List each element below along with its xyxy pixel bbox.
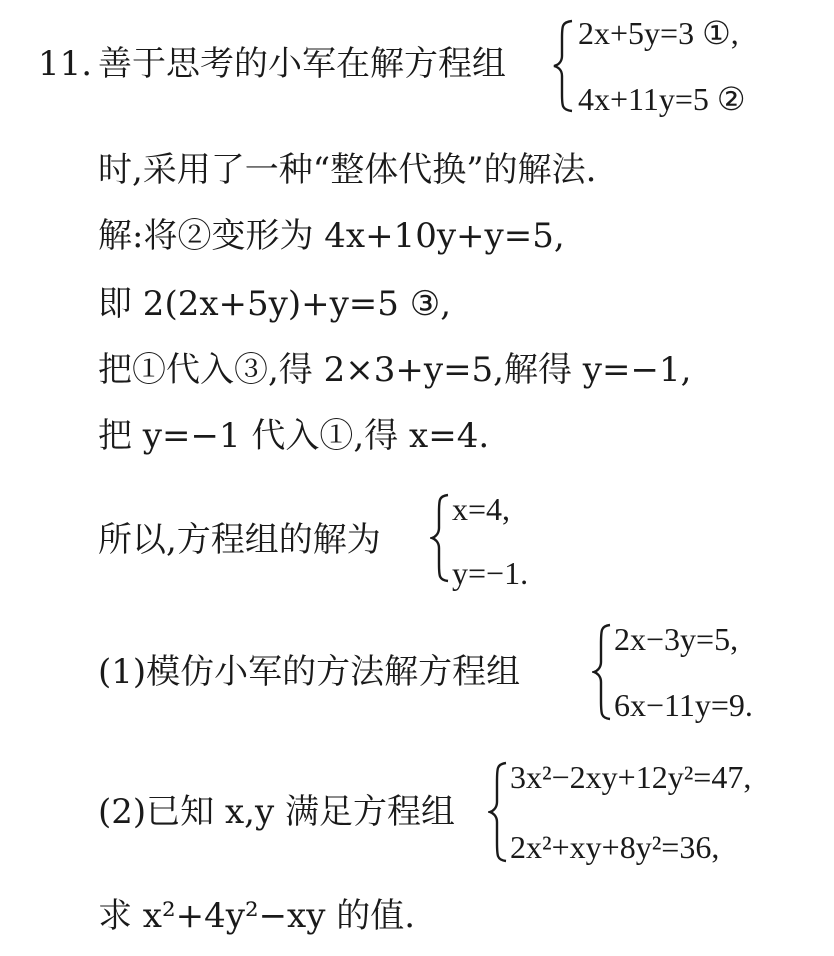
part1-label: (1)模仿小军的方法解方程组 (98, 652, 521, 692)
solution-line-2: 即 2(2x+5y)+y=5 ③, (98, 284, 452, 324)
system-equation-2: 4x+11y=5 ② (578, 81, 746, 117)
problem-intro-continued: 时,采用了一种“整体代换”的解法. (98, 150, 597, 190)
answer-brace (430, 492, 450, 584)
problem-intro: 善于思考的小军在解方程组 (98, 44, 506, 84)
solution-line-3: 把①代入③,得 2×3+y=5,解得 y=−1, (98, 350, 692, 390)
solution-line-1: 解:将②变形为 4x+10y+y=5, (98, 216, 565, 256)
part2-question: 求 x²+4y²−xy 的值. (98, 896, 416, 936)
problem-number: 11. (38, 44, 93, 84)
part2-brace (488, 760, 508, 864)
part2-equation-1: 3x²−2xy+12y²=47, (510, 759, 752, 795)
solution-line-4: 把 y=−1 代入①,得 x=4. (98, 416, 490, 456)
answer-equation-2: y=−1. (452, 555, 529, 591)
part1-equation-2: 6x−11y=9. (614, 687, 753, 723)
part1-brace (592, 622, 612, 722)
part2-equation-2: 2x²+xy+8y²=36, (510, 829, 720, 865)
system-equation-1: 2x+5y=3 ①, (578, 15, 739, 51)
system-brace (552, 18, 574, 114)
part2-label: (2)已知 x,y 满足方程组 (98, 792, 455, 832)
answer-prefix: 所以,方程组的解为 (98, 520, 381, 560)
part1-equation-1: 2x−3y=5, (614, 621, 739, 657)
answer-equation-1: x=4, (452, 491, 511, 527)
